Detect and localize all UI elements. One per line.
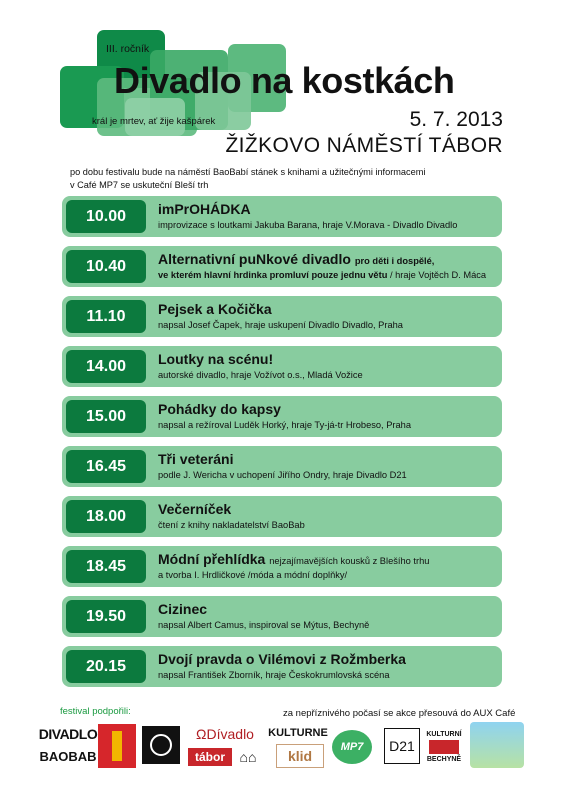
info-text bbox=[70, 166, 470, 192]
event-title-wrap bbox=[158, 251, 434, 267]
tabor-mountain-icon: ⌂⌂ bbox=[239, 749, 257, 765]
event-desc-wrap bbox=[158, 270, 486, 280]
festival-date: 5. 7. 2013 bbox=[409, 108, 503, 131]
event-title: imPrOHÁDKA bbox=[158, 201, 251, 217]
bechyne-label: BECHYNĚ bbox=[426, 756, 462, 763]
event-desc: napsal Josef Čapek, hraje uskupení Divadlo Divadlo, Praha bbox=[158, 320, 403, 330]
schedule-row bbox=[62, 246, 502, 287]
event-title: Módní přehlídka bbox=[158, 551, 266, 567]
event-desc: napsal Albert Camus, inspiroval se Mýtus, Bechyně bbox=[158, 620, 370, 630]
schedule-row bbox=[62, 346, 502, 387]
info-line: v Café MP7 se uskuteční Bleší trh bbox=[70, 180, 209, 190]
event-desc: improvizace s loutkami Jakuba Barana, hraje V.Morava - Divadlo Divadlo bbox=[158, 220, 458, 230]
event-time: 20.15 bbox=[66, 650, 146, 683]
event-desc: napsal a režíroval Luděk Horký, hraje Ty-já-tr Hrobeso, Praha bbox=[158, 420, 412, 430]
event-time: 18.00 bbox=[66, 500, 146, 533]
event-title: Večerníček bbox=[158, 501, 232, 517]
schedule-row bbox=[62, 396, 502, 437]
event-title: Tři veteráni bbox=[158, 451, 234, 467]
kulturni-logo bbox=[424, 726, 464, 768]
festival-venue: ŽIŽKOVO NÁMĚSTÍ TÁBOR bbox=[225, 134, 503, 157]
event-time: 10.00 bbox=[66, 200, 146, 233]
mp7-logo: MP7 bbox=[332, 730, 372, 764]
event-title: Cizinec bbox=[158, 601, 208, 617]
schedule-row bbox=[62, 646, 502, 687]
baobab-logo: BAOBAB bbox=[39, 748, 97, 764]
event-time: 11.10 bbox=[66, 300, 146, 333]
event-title: Pejsek a Kočička bbox=[158, 301, 272, 317]
sponsor-logo-book bbox=[98, 724, 136, 768]
schedule-row bbox=[62, 446, 502, 487]
event-title-wrap bbox=[158, 551, 429, 567]
event-title: Pohádky do kapsy bbox=[158, 401, 281, 417]
weather-note: za nepříznivého počasí se akce přesouvá do AUX Café bbox=[283, 708, 516, 719]
divadlo-logo: DIVADLO bbox=[38, 726, 98, 742]
tabor-logo: tábor bbox=[188, 748, 232, 766]
klid-logo: klid bbox=[276, 744, 324, 768]
event-title: Loutky na scénu! bbox=[158, 351, 274, 367]
d21-logo: D21 bbox=[384, 728, 420, 764]
event-desc-bold: ve kterém hlavní hrdinka promluví pouze jednu větu bbox=[158, 270, 388, 280]
event-desc: a tvorba I. Hrdličkové /móda a módní doplňky/ bbox=[158, 570, 348, 580]
event-title: Dvojí pravda o Vilémovi z Rožmberka bbox=[158, 651, 406, 667]
children-illustration-logo bbox=[470, 722, 524, 768]
event-time: 10.40 bbox=[66, 250, 146, 283]
event-time: 16.45 bbox=[66, 450, 146, 483]
schedule-row bbox=[62, 296, 502, 337]
event-time: 15.00 bbox=[66, 400, 146, 433]
kulturne-logo: KULTURNE bbox=[268, 727, 328, 739]
kulturni-label: KULTURNÍ bbox=[426, 731, 462, 738]
sponsor-logo-circle bbox=[142, 726, 180, 764]
info-line: po dobu festivalu bude na náměstí BaoBabí stánek s knihami a užitečnými informacemi bbox=[70, 167, 426, 177]
event-time: 19.50 bbox=[66, 600, 146, 633]
event-desc: autorské divadlo, hraje Vožívot o.s., Mladá Vožice bbox=[158, 370, 363, 380]
schedule-row bbox=[62, 196, 502, 237]
event-time: 14.00 bbox=[66, 350, 146, 383]
event-desc: podle J. Wericha v uchopení Jiřího Ondry, hraje Divadlo D21 bbox=[158, 470, 407, 480]
event-time: 18.45 bbox=[66, 550, 146, 583]
divadlo-omega-logo: ΩDívadlo bbox=[196, 726, 254, 742]
supporters-label: festival podpořili: bbox=[60, 706, 131, 717]
event-title: Alternativní puNkové divadlo bbox=[158, 251, 351, 267]
event-title-extra: pro děti i dospělé, bbox=[354, 256, 435, 266]
schedule-row bbox=[62, 546, 502, 587]
edition-label: III. ročník bbox=[106, 43, 150, 55]
schedule-row bbox=[62, 496, 502, 537]
event-title-extra: nejzajímavějších kousků z Blešího trhu bbox=[269, 556, 430, 566]
festival-motto: král je mrtev, ať žije kašpárek bbox=[92, 116, 216, 127]
schedule-row bbox=[62, 596, 502, 637]
event-desc: / hraje Vojtěch D. Máca bbox=[387, 270, 487, 280]
festival-title: Divadlo na kostkách bbox=[114, 60, 455, 101]
event-desc: čtení z knihy nakladatelství BaoBab bbox=[158, 520, 305, 530]
event-desc: napsal František Zborník, hraje Českokrumlovská scéna bbox=[158, 670, 390, 680]
